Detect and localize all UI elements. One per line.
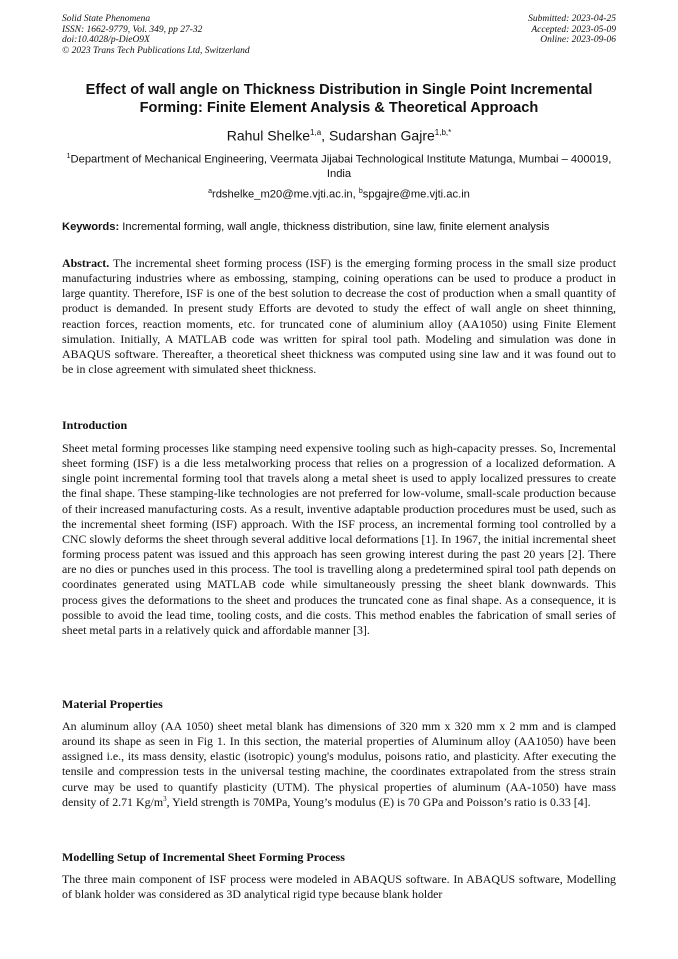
author-superscript: 1,a (310, 128, 322, 137)
affiliation-superscript: 1 (66, 153, 71, 160)
modelling-paragraph (62, 872, 616, 902)
material-text-cont: , Yield strength is 70MPa, Young’s modulus (E) is 70 GPa and Poisson’s ratio is 0.33 [4]. (166, 794, 591, 809)
paper-title (40, 81, 638, 117)
journal-info (62, 14, 250, 56)
author-list (40, 124, 638, 145)
author-name: Sudarshan Gajre (328, 127, 435, 144)
journal-doi: doi:10.4028/p-DieO9X (62, 35, 150, 46)
affiliation (62, 150, 616, 182)
author-emails (62, 185, 616, 202)
abstract-label: Abstract. (62, 256, 110, 270)
material-text: An aluminum alloy (AA 1050) sheet metal blank has dimensions of 320 mm x 320 mm x 2 mm and is clamped around its shape as seen in Fig 1. In this section, the material properties of Aluminum alloy (AA1050) have been assigned i.e., its mass density, elastic (isotropic) young's modulus, poisons ratio, and plasticity. After executing the tensile and compression tests in the universal testing machine, the coordinates extrapolated from the stress strain curve may be used to quantify plasticity (UTM). The physical properties of aluminum (AA-1050) have mass density of 2.71 Kg/m (62, 719, 616, 809)
keywords-text: Incremental forming, wall angle, thickness distribution, sine law, finite element analysis (119, 221, 550, 233)
keywords (62, 220, 616, 234)
email-superscript: b (358, 188, 363, 195)
journal-copyright: © 2023 Trans Tech Publications Ltd, Switzerland (62, 45, 250, 56)
abstract-text: The incremental sheet forming process (ISF) is the emerging forming process in the small size product manufacturing industries where as embossing, stamping, coining operations can be used to produce a product in large quantity. Therefore, ISF is one of the best solution to decrease the cost of production when a small quantity of product is demanded. In present study Efforts are devoted to study the effect of wall angle on sheet thinning, reaction forces, reaction moments, etc. for truncated cone of aluminium alloy (AA1050) using Finite Element simulation. Initially, A MATLAB code was written for spiral tool path. Modeling and simulation was done in ABAQUS software. Thereafter, a theoretical sheet thickness was computed using sine law and it was found out to be in close agreement with simulated sheet thickness. (62, 256, 616, 377)
author-separator: , (321, 127, 329, 144)
author-superscript: 1,b,* (434, 128, 452, 137)
affiliation-text: Department of Mechanical Engineering, Veermata Jijabai Technological Institute Matunga, Mumbai – 400019, India (70, 153, 612, 181)
date-online: Online: 2023-09-06 (540, 35, 616, 46)
email-link[interactable]: spgajre@me.vjti.ac.in (362, 188, 470, 201)
email-superscript: a (208, 188, 212, 195)
paper-title-line: Forming: Finite Element Analysis & Theoretical Approach (139, 100, 539, 116)
date-submitted: Submitted: 2023-04-25 (528, 14, 616, 24)
keywords-label: Keywords: (62, 221, 120, 233)
email-link[interactable]: rdshelke_m20@me.vjti.ac.in (211, 188, 353, 201)
email-separator: , (352, 188, 359, 201)
journal-name: Solid State Phenomena (62, 14, 151, 24)
publication-dates (528, 14, 616, 46)
author-name: Rahul Shelke (226, 127, 311, 144)
section-heading-modelling: Modelling Setup of Incremental Sheet Forming Process (62, 850, 345, 864)
material-paragraph (62, 719, 616, 810)
modelling-text: The three main component of ISF process were modeled in ABAQUS software. In ABAQUS software, Modelling of blank holder was considered as 3D analytical rigid type because blank holder (62, 872, 616, 902)
journal-issn: ISSN: 1662-9779, Vol. 349, pp 27-32 (62, 24, 203, 35)
section-heading-material: Material Properties (62, 697, 163, 711)
abstract (62, 256, 616, 377)
introduction-text: Sheet metal forming processes like stamping need expensive tooling such as high-capacity presses. So, Incremental sheet forming (ISF) is a die less metalworking process that relies on a progression of a localized deformation. A single point incremental forming tool that travels along a metal sheet is used to apply localized pressures to create the final shape. These stamping-like technologies are not preferred for low-volume, small-scale production because of their increased manufacturing costs. As a result, inventive adaptable production procedures must be used, such as the incremental sheet forming (ISF) approach. With the ISF process, an incremental forming tool controlled by a CNC slowly deforms the sheet through several additive local deformations [1]. In 1967, the initial incremental sheet forming process patent was issued and this approach has seen growing interest during the past 20 years [2]. There are no dies or punches used in this process. The tool is travelling along a predetermined spiral tool path depends on coordinates generated using MATLAB code while simultaneously pressing the sheet blank downwards. This process gives the deformations to the sheet and produces the truncated cone as final shape. As a consequence, it is possible to avoid the lead time, tooling costs, and die costs. This method enables the fabrication of small series of sheet metal parts in a relatively quick and affordable manner [3]. (62, 441, 616, 637)
paper-title-line: Effect of wall angle on Thickness Distribution in Single Point Incremental (85, 82, 593, 98)
section-heading-introduction: Introduction (62, 418, 128, 432)
unit-superscript: 3 (163, 794, 167, 803)
date-accepted: Accepted: 2023-05-09 (531, 24, 616, 35)
introduction-paragraph (62, 441, 616, 638)
